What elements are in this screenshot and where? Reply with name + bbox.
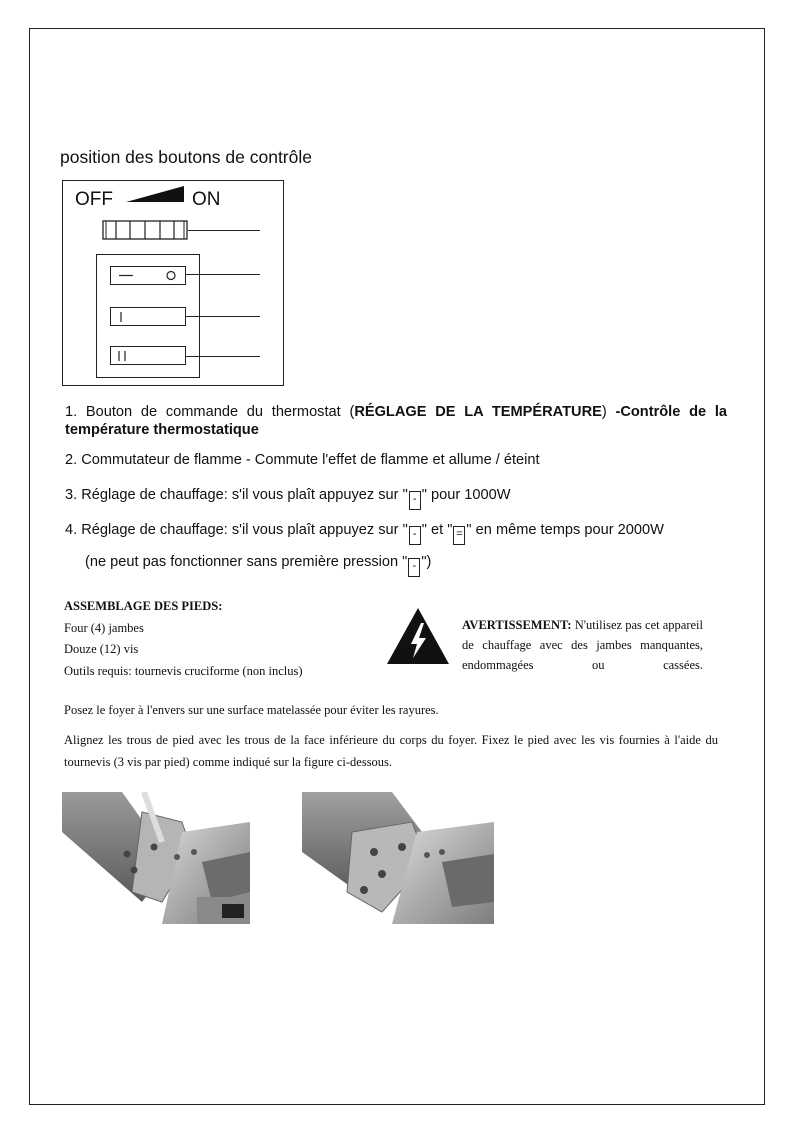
warning-text: AVERTISSEMENT: N'utilisez pas cet appareil de chauffage avec des jambes manquantes, endommagées ou cassées.	[462, 618, 703, 672]
key-single-icon: -	[409, 491, 421, 510]
on-off-symbol-icon	[111, 267, 185, 284]
power-wedge-icon	[126, 186, 184, 202]
assembly-line-legs: Four (4) jambes	[64, 621, 144, 635]
assembly-line-screws: Douze (12) vis	[64, 642, 139, 656]
heat1-switch-leader-line	[186, 316, 260, 317]
leg-assembly-photo-2	[302, 792, 494, 924]
instruction-4-note: (ne peut pas fonctionner sans première pression " - ")	[85, 553, 431, 577]
double-bar-symbol-icon	[111, 347, 185, 364]
key-double-icon: =	[453, 526, 465, 545]
heat2-switch-leader-line	[186, 356, 260, 357]
instruction-4: 4. Réglage de chauffage: s'il vous plaît appuyez sur " - " et " = " en même temps pour 2000W	[65, 521, 664, 545]
dial-leader-line	[188, 230, 260, 231]
instruction-3: 3. Réglage de chauffage: s'il vous plaît appuyez sur " - " pour 1000W	[65, 486, 511, 510]
electrical-warning-icon	[386, 607, 450, 665]
key-single-icon: -	[409, 526, 421, 545]
single-bar-symbol-icon	[111, 308, 185, 325]
heat-switch-1000w	[110, 307, 186, 326]
flame-switch	[110, 266, 186, 285]
section-title: position des boutons de contrôle	[60, 147, 312, 167]
assembly-line-tools: Outils requis: tournevis cruciforme (non inclus)	[64, 664, 303, 678]
instruction-paragraph-2: Alignez les trous de pied avec les trous de la face inférieure du corps du foyer. Fixez le pied avec les vis fournies à l'aide du tournevis (3 vis par pied) comme indiqué sur la figure ci-dessous.	[64, 733, 718, 769]
off-label: OFF	[75, 189, 113, 210]
on-label: ON	[192, 189, 221, 210]
thermostat-dial-icon	[102, 219, 188, 241]
flame-switch-leader-line	[186, 274, 260, 275]
assembly-title: ASSEMBLAGE DES PIEDS:	[64, 599, 223, 613]
instruction-1: 1. Bouton de commande du thermostat (RÉGLAGE DE LA TEMPÉRATURE) -Contrôle de la température thermostatique	[65, 404, 728, 438]
leg-assembly-photo-1	[62, 792, 250, 924]
heat-switch-2000w	[110, 346, 186, 365]
instruction-2: 2. Commutateur de flamme - Commute l'effet de flamme et allume / éteint	[65, 452, 540, 468]
key-single-icon: -	[408, 558, 420, 577]
instruction-paragraph-1: Posez le foyer à l'envers sur une surface matelassée pour éviter les rayures.	[64, 703, 439, 717]
